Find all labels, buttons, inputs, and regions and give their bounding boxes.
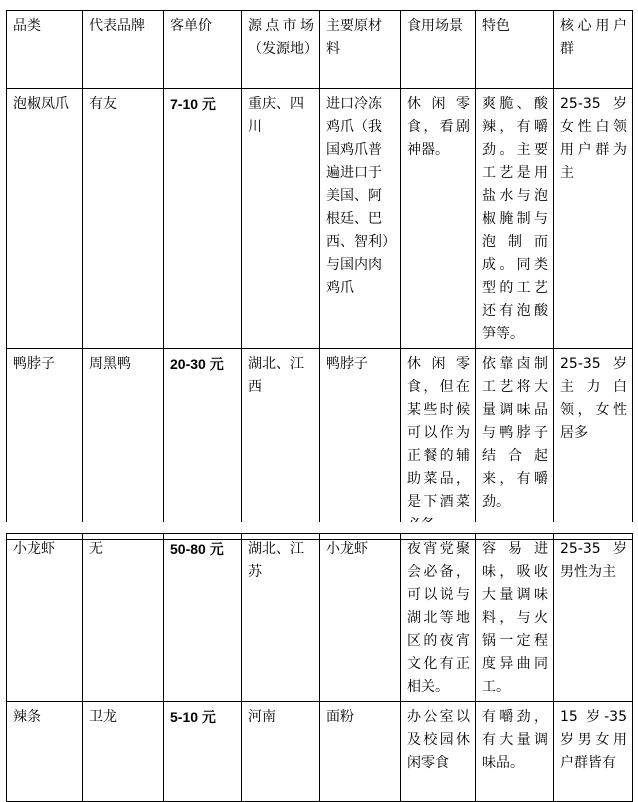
table-row: [7, 89, 633, 349]
cell-price: 20-30 元: [164, 349, 242, 540]
cell-category: 泡椒凤爪: [7, 89, 83, 349]
cell-brand: 卫龙: [83, 702, 164, 802]
cell-material: 面粉: [320, 702, 401, 802]
header-brand: 代表品牌: [83, 11, 164, 89]
header-category: 品类: [7, 11, 83, 89]
header-price: 客单价: [164, 11, 242, 89]
header-users: 核心用户群: [554, 11, 633, 89]
cell-price: 5-10 元: [164, 702, 242, 802]
cell-users: 25-35 岁女性白领用户群为主: [554, 89, 633, 349]
cell-category: 鸭脖子: [7, 349, 83, 540]
cell-scene: 休闲零食，但在某些时候可以作为正餐的辅助菜品，是下酒菜: [401, 349, 476, 540]
cell-origin: 湖北、江苏: [242, 534, 320, 702]
table-row: [7, 349, 633, 540]
header-scene: 食用场景: [401, 11, 476, 89]
header-origin: 源点市场（发源地）: [242, 11, 320, 89]
cell-feature: 爽脆、酸辣，有嚼劲。主要工艺是用盐水与泡椒腌制与泡制而成。同类型的工艺还有泡酸笋等。: [476, 89, 554, 349]
cell-brand: 无: [83, 534, 164, 702]
cell-category: 辣条: [7, 702, 83, 802]
table-header-row: [7, 11, 633, 89]
snack-table-part-2: [6, 533, 633, 802]
header-material: 主要原材料: [320, 11, 401, 89]
page-break-gap: [0, 522, 638, 533]
cell-feature: 依靠卤制工艺将大量调味品与鸭脖子结合起来，有嚼劲。: [476, 349, 554, 540]
cell-material: 小龙虾: [320, 534, 401, 702]
cell-scene: 休闲零食，看剧神器。: [401, 89, 476, 349]
cell-users: 25-35 岁男性为主: [554, 534, 633, 702]
cell-users: 25-35 岁主力白领，女性居多: [554, 349, 633, 540]
cell-price: 7-10 元: [164, 89, 242, 349]
cell-brand: 有友: [83, 89, 164, 349]
header-feature: 特色: [476, 11, 554, 89]
cell-scene: 夜宵党聚会必备，可以说与湖北等地区的夜宵文化有正相关。: [401, 534, 476, 702]
cell-brand: 周黑鸭: [83, 349, 164, 540]
cell-users: 15 岁-35 岁男女用户群皆有: [554, 702, 633, 802]
cell-origin: 重庆、四川: [242, 89, 320, 349]
cell-origin: 河南: [242, 702, 320, 802]
cell-feature: 容易进味，吸收大量调味料，与火锅一定程度异曲同工。: [476, 534, 554, 702]
table-row: [7, 534, 633, 702]
cell-origin: 湖北、江西: [242, 349, 320, 540]
cell-category: 小龙虾: [7, 534, 83, 702]
snack-table-part-1: [6, 10, 633, 540]
table-row: [7, 702, 633, 802]
cell-material: 鸭脖子: [320, 349, 401, 540]
cell-feature: 有嚼劲，有大量调味品。: [476, 702, 554, 802]
cell-scene: 办公室以及校园休闲零食: [401, 702, 476, 802]
cell-price: 50-80 元: [164, 534, 242, 702]
cell-material: 进口冷冻鸡爪（我国鸡爪普遍进口于美国、阿根廷、巴西、智利）与国内肉鸡爪: [320, 89, 401, 349]
